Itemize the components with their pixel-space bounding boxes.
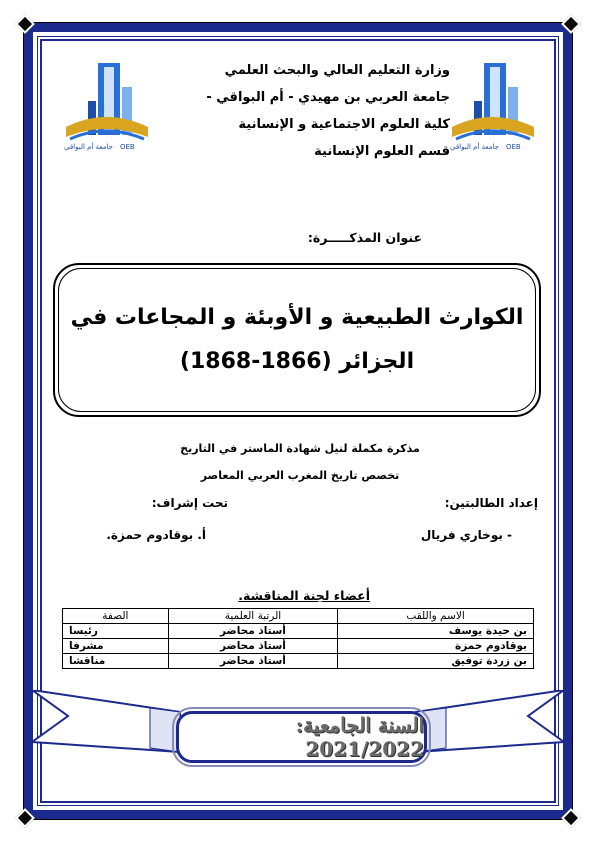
- header-role: الصفة: [63, 609, 169, 624]
- thesis-title-line-1: الكوارث الطبيعية و الأوبئة و المجاعات في: [70, 305, 524, 330]
- university-logo-right: [446, 57, 538, 155]
- logo-caption: جامعة أم البواقي: [64, 143, 113, 151]
- member-name: بن زردة توفيق: [338, 654, 534, 669]
- academic-year: السنة الجامعية: 2021/2022: [176, 711, 427, 763]
- member-rank: أستاذ محاضر: [168, 624, 337, 639]
- committee-title: أعضاء لجنة المناقشة.: [238, 588, 370, 603]
- thesis-title-label: عنوان المذكـــــرة:: [307, 230, 422, 245]
- committee-table-header: [63, 609, 534, 624]
- table-row: [63, 624, 534, 639]
- supervisor-name: أ. بوقادوم حمزة.: [106, 528, 206, 542]
- header-name: الاسم واللقب: [338, 609, 534, 624]
- department-name: قسم العلوم الإنسانية: [314, 144, 450, 159]
- university-name: جامعة العربي بن مهيدي - أم البواقي -: [206, 90, 450, 105]
- member-role: مشرفا: [63, 639, 169, 654]
- member-role: رئيسا: [63, 624, 169, 639]
- degree-line-2: تخصص تاريخ المغرب العربي المعاصر: [200, 469, 400, 482]
- table-row: [63, 639, 534, 654]
- degree-line-1: مذكرة مكملة لنيل شهادة الماستر في التاريخ: [180, 442, 420, 455]
- committee-table: [62, 608, 534, 669]
- student-name: - بوخاري فريال: [420, 528, 512, 542]
- member-name: بن حيدة يوسف: [338, 624, 534, 639]
- table-row: [63, 654, 534, 669]
- university-logo-left: [60, 57, 152, 155]
- thesis-title-box-inner: [58, 268, 536, 412]
- member-rank: أستاذ محاضر: [168, 639, 337, 654]
- logo-code: OEB: [120, 143, 135, 151]
- thesis-title-line-2: الجزائر (1866-1868): [179, 349, 415, 374]
- member-rank: أستاذ محاضر: [168, 654, 337, 669]
- header-rank: الرتبة العلمية: [168, 609, 337, 624]
- logo-caption: جامعة أم البواقي: [450, 143, 499, 151]
- thesis-title-box: [53, 263, 541, 417]
- institution-header: [150, 62, 450, 170]
- faculty-name: كلية العلوم الاجتماعية و الإنسانية: [238, 117, 450, 132]
- member-role: مناقشا: [63, 654, 169, 669]
- supervisor-label: تحت إشراف:: [151, 496, 228, 510]
- member-name: بوقادوم حمزة: [338, 639, 534, 654]
- ministry-name: وزارة التعليم العالي والبحث العلمي: [224, 63, 450, 78]
- students-label: إعداد الطالبتين:: [444, 496, 538, 510]
- logo-code: OEB: [506, 143, 521, 151]
